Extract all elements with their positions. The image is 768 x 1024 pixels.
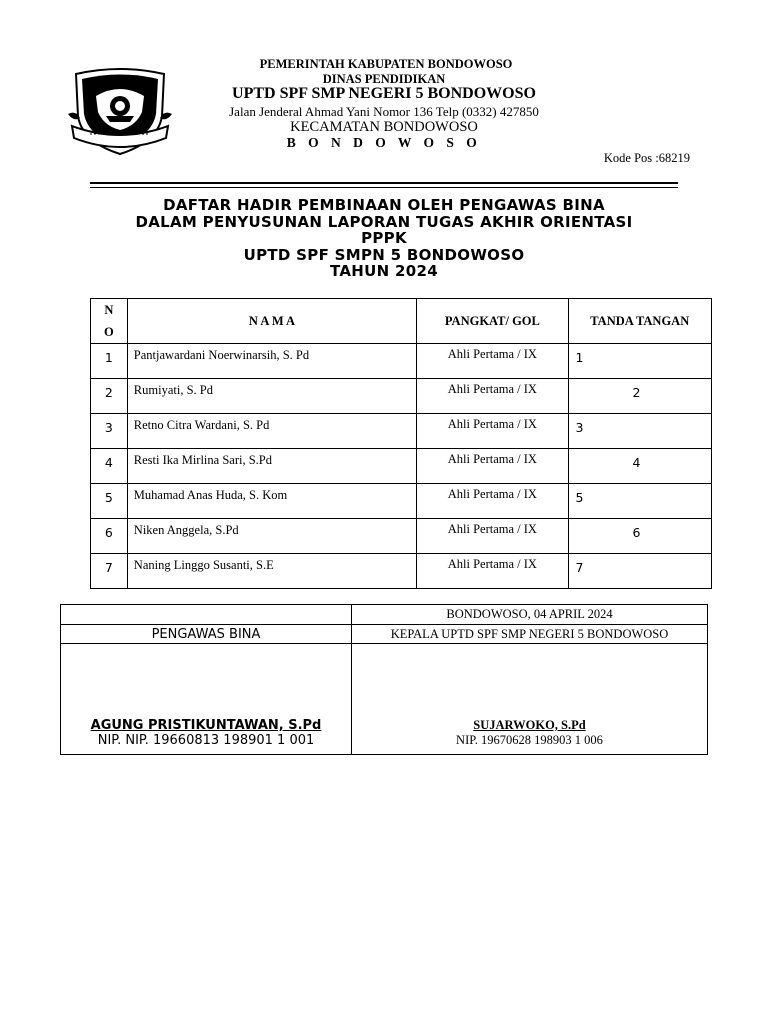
row-pangkat: Ahli Pertama / IX <box>417 449 568 484</box>
row-number: 6 <box>91 519 128 554</box>
row-number: 3 <box>91 414 128 449</box>
row-number: 1 <box>91 344 128 379</box>
letterhead-address: Jalan Jenderal Ahmad Yani Nomor 136 Telp (0332) 427850 <box>229 104 539 119</box>
header-no-line-1: N <box>104 303 114 317</box>
right-signer-name: SUJARWOKO, S.Pd <box>473 718 586 732</box>
letterhead-government: PEMERINTAH KABUPATEN BONDOWOSO <box>259 57 513 71</box>
left-signer-name: AGUNG PRISTIKUNTAWAN, S.Pd <box>90 718 322 733</box>
row-pangkat: Ahli Pertama / IX <box>417 484 568 519</box>
letterhead-department: DINAS PENDIDIKAN <box>322 72 446 86</box>
row-pangkat: Ahli Pertama / IX <box>417 554 568 589</box>
table-row <box>91 554 712 589</box>
header-nama: N A M A <box>127 299 416 344</box>
row-number: 4 <box>91 449 128 484</box>
header-no <box>91 299 128 344</box>
table-header-row <box>91 299 712 344</box>
title-line-3: PPPK <box>361 229 407 247</box>
row-nama: Pantjawardani Noerwinarsih, S. Pd <box>127 344 416 379</box>
row-signature <box>568 379 711 414</box>
signature-table <box>60 604 708 755</box>
signature-number: 3 <box>575 420 584 435</box>
signature-number: 1 <box>575 350 584 365</box>
row-signature <box>568 344 711 379</box>
letterhead-divider-thin <box>90 187 678 188</box>
row-signature <box>568 484 711 519</box>
row-nama: Muhamad Anas Huda, S. Kom <box>127 484 416 519</box>
postal-code: Kode Pos :68219 <box>603 151 690 165</box>
row-nama: Niken Anggela, S.Pd <box>127 519 416 554</box>
signature-number: 6 <box>632 525 641 540</box>
row-nama: Naning Linggo Susanti, S.E <box>127 554 416 589</box>
right-signer-role: KEPALA UPTD SPF SMP NEGERI 5 BONDOWOSO <box>352 625 708 644</box>
left-signature-box <box>61 644 352 755</box>
table-row <box>91 414 712 449</box>
signature-number: 7 <box>575 560 584 575</box>
row-signature <box>568 449 711 484</box>
signature-number: 5 <box>575 490 584 505</box>
place-date: BONDOWOSO, 04 APRIL 2024 <box>352 605 708 625</box>
row-pangkat: Ahli Pertama / IX <box>417 344 568 379</box>
signature-role-row <box>61 625 708 644</box>
letterhead-city: B O N D O W O S O <box>286 135 482 150</box>
letterhead-divider-thick <box>90 182 678 184</box>
header-no-line-2: O <box>104 325 114 339</box>
row-nama: Resti Ika Mirlina Sari, S.Pd <box>127 449 416 484</box>
row-signature <box>568 414 711 449</box>
row-signature <box>568 519 711 554</box>
left-signer-nip: NIP. NIP. 19660813 198901 1 001 <box>97 733 315 748</box>
letterhead-district: KECAMATAN BONDOWOSO <box>290 119 478 135</box>
right-signature-box <box>352 644 708 755</box>
row-pangkat: Ahli Pertama / IX <box>417 414 568 449</box>
letterhead-school-name: UPTD SPF SMP NEGERI 5 BONDOWOSO <box>232 85 536 102</box>
document-title <box>90 197 678 280</box>
title-line-2: DALAM PENYUSUNAN LAPORAN TUGAS AKHIR ORIENTASI <box>135 212 633 231</box>
table-row <box>91 484 712 519</box>
row-pangkat: Ahli Pertama / IX <box>417 379 568 414</box>
table-row <box>91 519 712 554</box>
row-number: 5 <box>91 484 128 519</box>
row-signature <box>568 554 711 589</box>
title-line-4: UPTD SPF SMPN 5 BONDOWOSO <box>243 245 525 264</box>
left-signer-role: PENGAWAS BINA <box>61 625 352 644</box>
table-row <box>91 379 712 414</box>
signature-number: 4 <box>632 455 641 470</box>
row-pangkat: Ahli Pertama / IX <box>417 519 568 554</box>
signature-box-row <box>61 644 708 755</box>
right-signer-nip: NIP. 19670628 198903 1 006 <box>456 733 603 747</box>
title-line-5: TAHUN 2024 <box>330 262 438 280</box>
signature-number: 2 <box>632 385 641 400</box>
row-number: 2 <box>91 379 128 414</box>
table-row <box>91 344 712 379</box>
signature-date-empty-cell <box>61 605 352 625</box>
row-nama: Rumiyati, S. Pd <box>127 379 416 414</box>
header-tanda-tangan: TANDA TANGAN <box>568 299 711 344</box>
signature-date-row <box>61 605 708 625</box>
row-nama: Retno Citra Wardani, S. Pd <box>127 414 416 449</box>
table-row <box>91 449 712 484</box>
header-pangkat: PANGKAT/ GOL <box>417 299 568 344</box>
attendance-table <box>90 298 712 589</box>
row-number: 7 <box>91 554 128 589</box>
title-line-1: DAFTAR HADIR PEMBINAAN OLEH PENGAWAS BINA <box>163 196 605 214</box>
